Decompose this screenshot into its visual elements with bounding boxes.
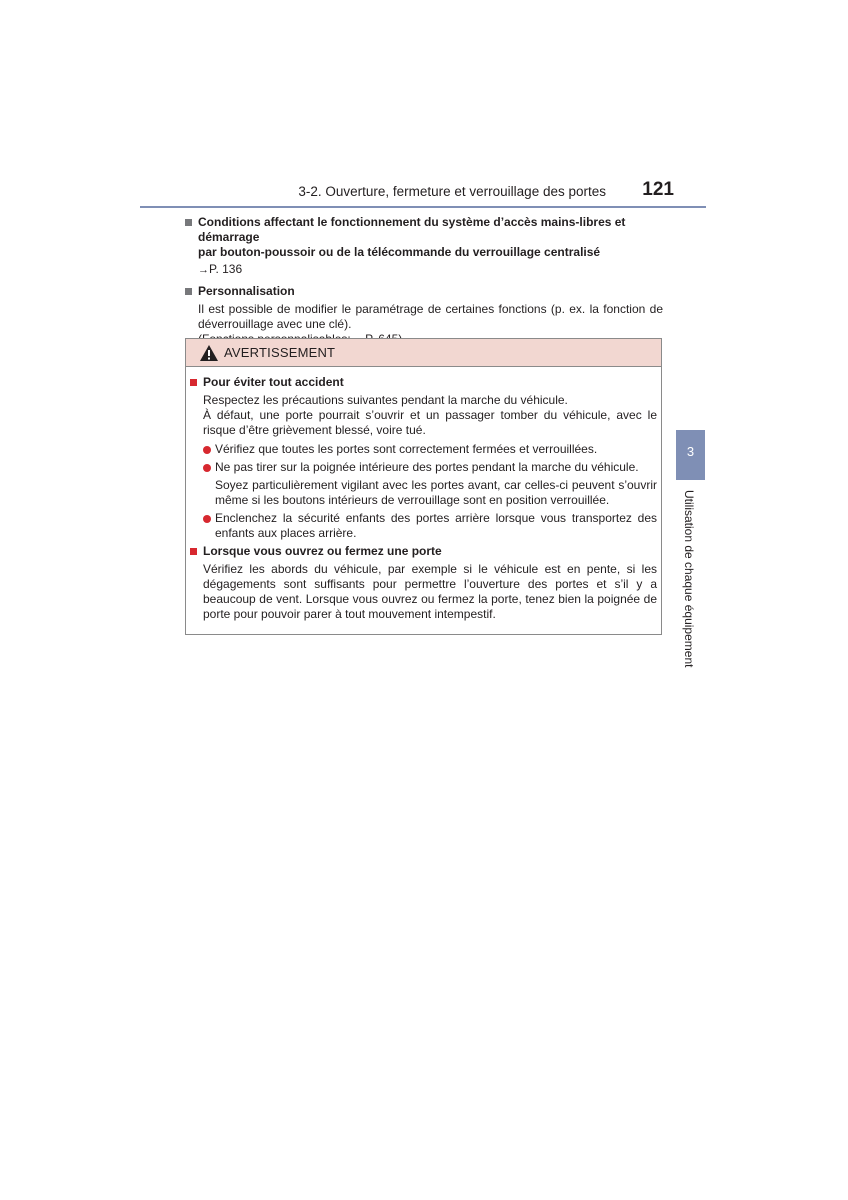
warning-box [185,338,662,635]
heading-text: Personnalisation [198,284,295,298]
main-content [185,215,663,348]
gray-square-bullet-icon [185,219,192,226]
page-reference[interactable] [185,262,663,278]
warning-door-body: Vérifiez les abords du véhicule, par exemple si le véhicule est en pente, si les dégagements sont suffisants pour permettre l’ouverture des portes et s’il y a beaucoup de vent. Lorsque vous ouvrez ou fermez la porte, tenez bien la poignée de porte pour pouvoir parer à tout mouvement intempestif. [203,562,657,621]
red-dot-bullet-icon [203,446,211,454]
red-dot-bullet-icon [203,515,211,523]
warning-heading-text: Pour éviter tout accident [203,375,344,389]
warning-heading-door [190,544,657,559]
chapter-tab[interactable]: 3 [676,430,705,480]
warning-header [186,339,661,367]
bullet-text: Ne pas tirer sur la poignée intérieure des portes pendant la marche du véhicule. [215,460,639,474]
red-dot-bullet-icon [203,464,211,472]
warning-intro-line2: À défaut, une porte pourrait s’ouvrir et un passager tomber du véhicule, avec le risque d’être grièvement blessé, voire tué. [203,408,657,437]
section-heading-conditions [185,215,663,260]
warning-triangle-icon [199,344,219,362]
section-title: 3-2. Ouverture, fermeture et verrouillage des portes [298,184,606,199]
personnalisation-body: Il est possible de modifier le paramétrage de certaines fonctions (p. ex. la fonction de déverrouillage avec une clé). [198,302,663,331]
warning-intro [190,393,657,438]
warning-bullet-1 [190,442,657,457]
page-reference-text[interactable]: P. 136 [209,262,243,276]
heading-line-1: Conditions affectant le fonctionnement du système d’accès mains-libres et démarrage [198,215,626,244]
heading-line-2: par bouton-poussoir ou de la télécommande du verrouillage centralisé [198,245,601,259]
red-square-bullet-icon [190,548,197,555]
page-number: 121 [642,179,674,200]
warning-heading-text: Lorsque vous ouvrez ou fermez une porte [203,544,442,558]
warning-bullet-2-note: Soyez particulièrement vigilant avec les portes avant, car celles-ci peuvent s’ouvrir même si les boutons intérieurs de verrouillage sont en position verrouillée. [215,478,657,507]
warning-heading-accident [190,375,657,390]
bullet-text: Vérifiez que toutes les portes sont correctement fermées et verrouillées. [215,442,598,456]
gray-square-bullet-icon [185,288,192,295]
bullet-text: Enclenchez la sécurité enfants des portes arrière lorsque vous transportez des enfants aux places arrière. [215,511,657,540]
section-heading-personnalisation [185,284,663,299]
warning-title: AVERTISSEMENT [224,345,336,360]
warning-bullet-2 [190,460,657,475]
arrow-right-icon: → [198,264,209,276]
page-header [140,180,706,208]
chapter-label: Utilisation de chaque équipement [682,490,696,668]
warning-intro-line1: Respectez les précautions suivantes pendant la marche du véhicule. [203,393,568,407]
warning-body [186,367,661,622]
header-rule [140,206,706,208]
warning-bullet-3 [190,511,657,541]
red-square-bullet-icon [190,379,197,386]
